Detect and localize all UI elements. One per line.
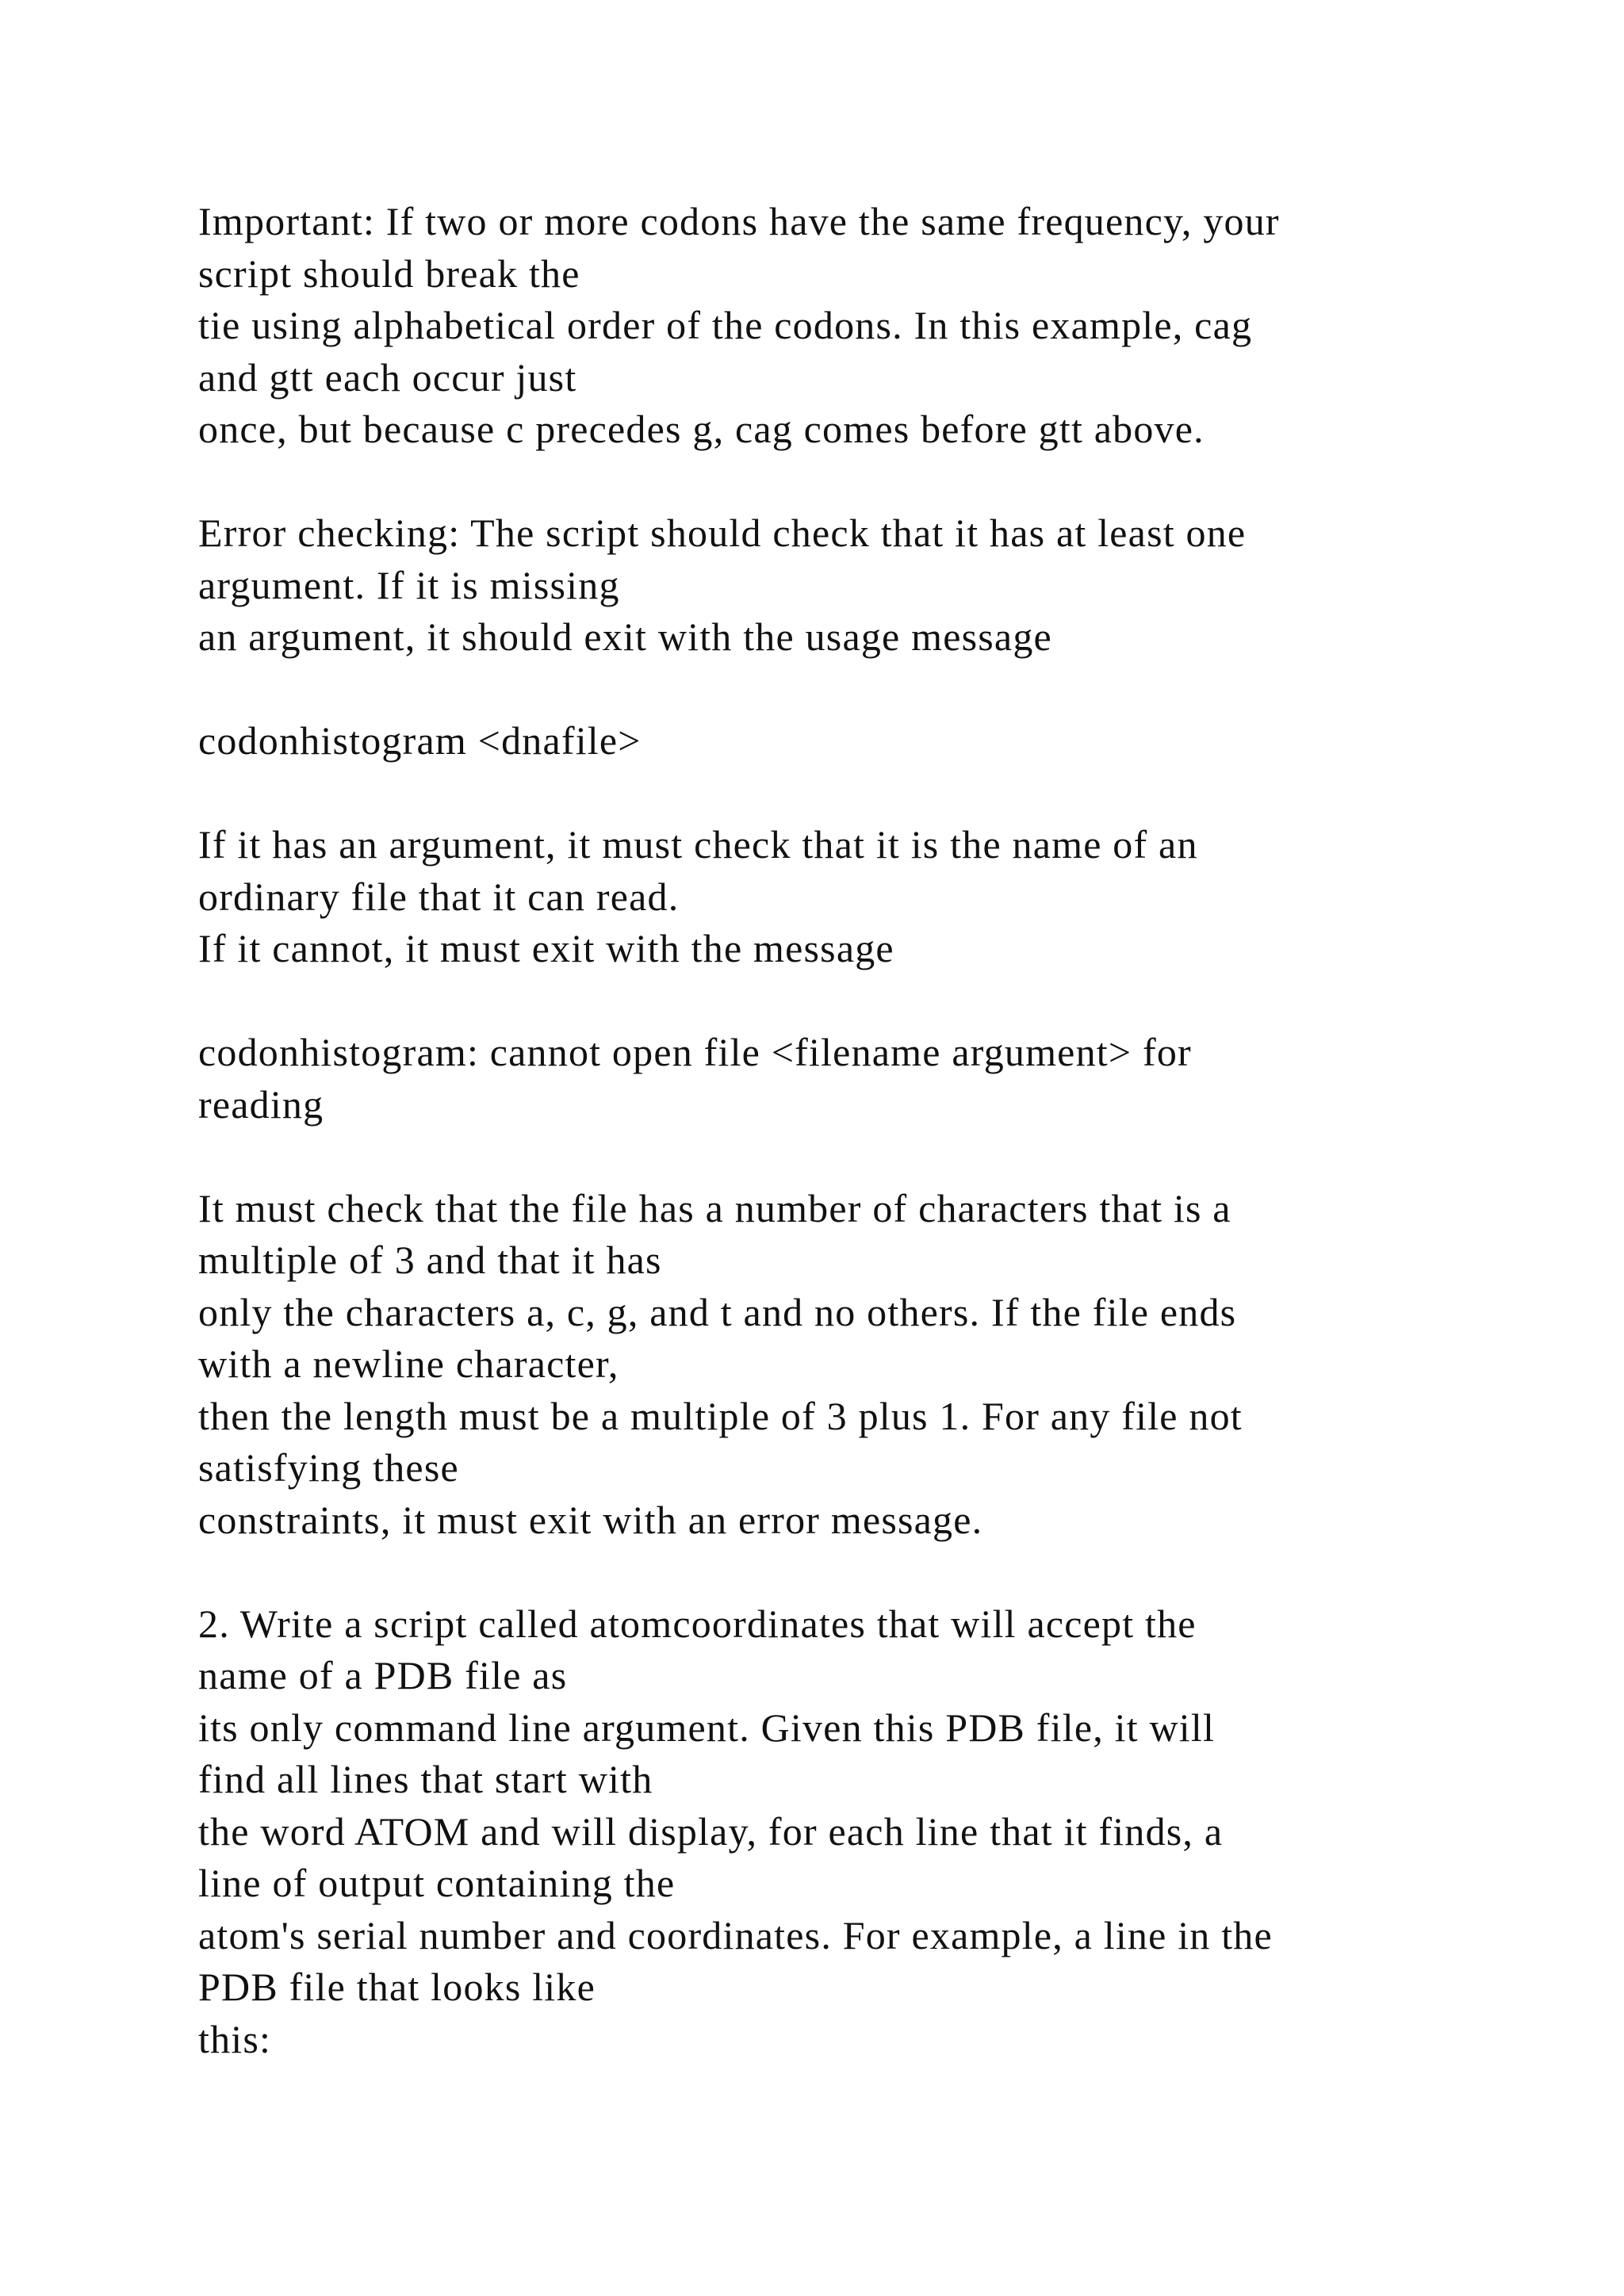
- text-line: find all lines that start with: [198, 1757, 653, 1801]
- blank-line: [198, 767, 1499, 820]
- blank-line: [198, 664, 1499, 716]
- text-line: Error checking: The script should check that it has at least one: [198, 511, 1247, 555]
- text-line: name of a PDB file as: [198, 1653, 568, 1697]
- text-line: constraints, it must exit with an error message.: [198, 1497, 983, 1542]
- blank-line: [198, 1546, 1499, 1598]
- text-line: line of output containing the: [198, 1861, 676, 1905]
- document-body: [198, 196, 1499, 2065]
- text-line: with a newline character,: [198, 1341, 619, 1386]
- text-line: Important: If two or more codons have the same frequency, your: [198, 199, 1280, 243]
- text-line: tie using alphabetical order of the codons. In this example, cag: [198, 303, 1253, 347]
- text-line: argument. If it is missing: [198, 562, 620, 607]
- text-line: multiple of 3 and that it has: [198, 1238, 662, 1282]
- text-line: once, but because c precedes g, cag comes before gtt above.: [198, 407, 1205, 451]
- text-line: script should break the: [198, 251, 580, 296]
- error-message-line: reading: [198, 1081, 324, 1127]
- text-line: its only command line argument. Given this PDB file, it will: [198, 1705, 1216, 1750]
- text-line: PDB file that looks like: [198, 1965, 596, 2009]
- text-line: and gtt each occur just: [198, 354, 577, 400]
- text-line: this:: [198, 2016, 272, 2061]
- blank-line: [198, 975, 1499, 1027]
- error-message-line: codonhistogram: cannot open file <filename argument> for: [198, 1030, 1192, 1074]
- text-line: If it has an argument, it must check that it is the name of an: [198, 822, 1198, 867]
- blank-line: [198, 1131, 1499, 1183]
- text-line: the word ATOM and will display, for each line that it finds, a: [198, 1808, 1224, 1854]
- text-line: an argument, it should exit with the usage message: [198, 614, 1052, 659]
- text-line: If it cannot, it must exit with the message: [198, 926, 894, 970]
- text-line: then the length must be a multiple of 3 plus 1. For any file not: [198, 1393, 1243, 1438]
- text-line: 2. Write a script called atomcoordinates that will accept the: [198, 1601, 1197, 1646]
- blank-line: [198, 456, 1499, 508]
- text-line: only the characters a, c, g, and t and no others. If the file ends: [198, 1289, 1237, 1334]
- text-line: atom's serial number and coordinates. For example, a line in the: [198, 1912, 1273, 1957]
- text-line: ordinary file that it can read.: [198, 874, 680, 919]
- usage-message-line: codonhistogram <dnafile>: [198, 718, 642, 763]
- text-line: satisfying these: [198, 1445, 459, 1490]
- text-line: It must check that the file has a number of characters that is a: [198, 1185, 1231, 1230]
